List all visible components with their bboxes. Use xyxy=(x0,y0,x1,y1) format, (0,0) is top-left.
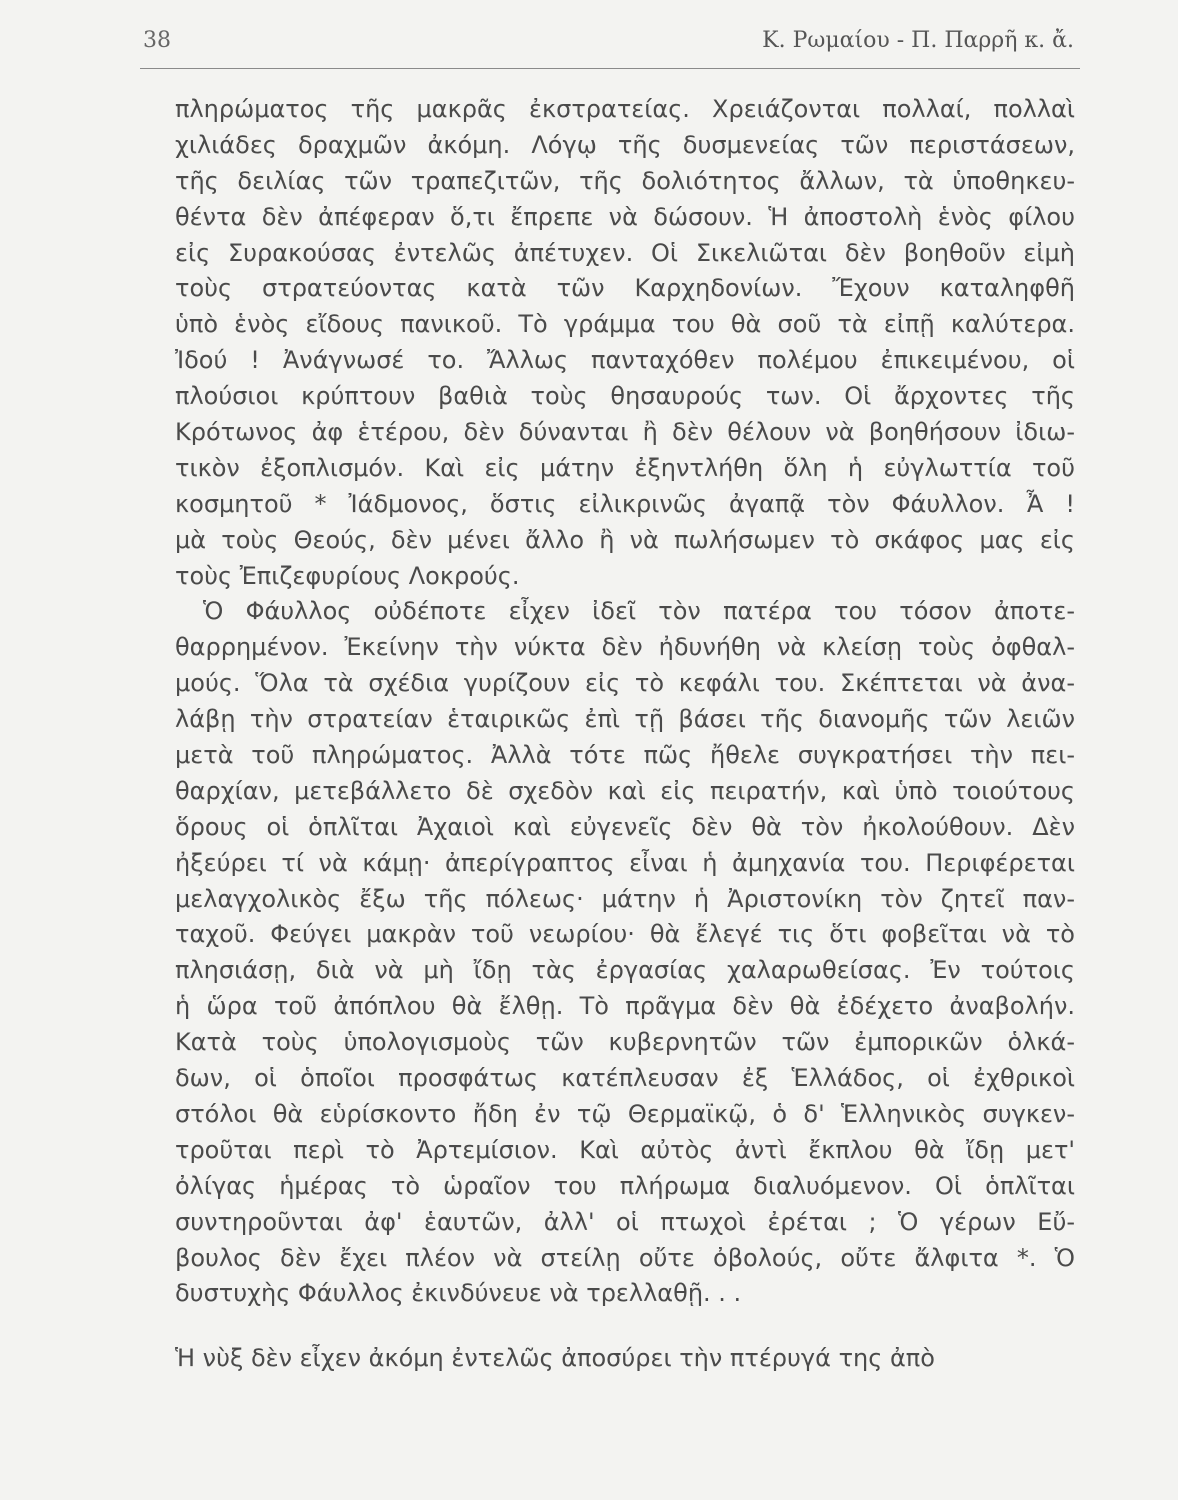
text-line: θαρχίαν, μετεβάλλετο δὲ σχεδὸν καὶ εἰς πειρατήν, καὶ ὑπὸ τοιούτους xyxy=(175,776,1075,805)
text-line: ταχοῦ. Φεύγει μακρὰν τοῦ νεωρίου· θὰ ἔλεγέ τις ὅτι φοβεῖται νὰ τὸ xyxy=(175,920,1075,949)
text-line: τῆς δειλίας τῶν τραπεζιτῶν, τῆς δολιότητος ἄλλων, τὰ ὑποθηκευ- xyxy=(175,166,1075,195)
text-line: Κατὰ τοὺς ὑπολογισμοὺς τῶν κυβερνητῶν τῶν ἐμπορικῶν ὁλκά- xyxy=(175,1028,1075,1057)
text-line: τοὺς στρατεύοντας κατὰ τῶν Καρχηδονίων. Ἔχουν καταληφθῆ xyxy=(175,274,1075,303)
header-rule xyxy=(140,68,1080,69)
text-line: Κρότωνος ἀφ ἑτέρου, δὲν δύνανται ἢ δὲν θέλουν νὰ βοηθήσουν ἰδιω- xyxy=(175,418,1075,447)
text-line: ὅρους οἱ ὁπλῖται Ἀχαιοὶ καὶ εὐγενεῖς δὲν θὰ τὸν ἠκολούθουν. Δὲν xyxy=(175,812,1075,841)
text-line: ὑπὸ ἑνὸς εἴδους πανικοῦ. Τὸ γράμμα του θὰ σοῦ τὰ εἰπῇ καλύτερα. xyxy=(175,310,1075,339)
text-line: μελαγχολικὸς ἔξω τῆς πόλεως· μάτην ἡ Ἀριστονίκη τὸν ζητεῖ παν- xyxy=(175,884,1075,913)
text-line: Ὁ Φάυλλος οὐδέποτε εἶχεν ἰδεῖ τὸν πατέρα του τόσον ἀποτε- xyxy=(203,597,1075,626)
text-line: βουλος δὲν ἔχει πλέον νὰ στείλῃ οὔτε ὀβολούς, οὔτε ἄλφιτα *. Ὁ xyxy=(175,1243,1075,1272)
text-line: ὀλίγας ἡμέρας τὸ ὡραῖον του πλήρωμα διαλυόμενον. Οἱ ὁπλῖται xyxy=(175,1171,1075,1200)
running-head: Κ. Ρωμαίου - Π. Παρρῆ κ. ἄ. xyxy=(762,28,1074,53)
text-line: πληρώματος τῆς μακρᾶς ἐκστρατείας. Χρειάζονται πολλαί, πολλαὶ xyxy=(175,95,1075,123)
text-line: λάβῃ τὴν στρατείαν ἑταιρικῶς ἐπὶ τῇ βάσει τῆς διανομῆς τῶν λειῶν xyxy=(175,705,1075,734)
text-line: μούς. Ὅλα τὰ σχέδια γυρίζουν εἰς τὸ κεφάλι του. Σκέπτεται νὰ ἀνα- xyxy=(175,669,1075,698)
text-line: εἰς Συρακούσας ἐντελῶς ἀπέτυχεν. Οἱ Σικελιῶται δὲν βοηθοῦν εἰμὴ xyxy=(175,238,1075,267)
text-line: Ἰδού ! Ἀνάγνωσέ το. Ἄλλως πανταχόθεν πολέμου ἐπικειμένου, οἱ xyxy=(175,346,1075,375)
body-text xyxy=(175,92,1075,1377)
text-line: ἡ ὥρα τοῦ ἀπόπλου θὰ ἔλθῃ. Τὸ πρᾶγμα δὲν θὰ ἐδέχετο ἀναβολήν. xyxy=(175,992,1075,1021)
text-line: δων, οἱ ὁποῖοι προσφάτως κατέπλευσαν ἐξ Ἑλλάδος, οἱ ἐχθρικοὶ xyxy=(175,1064,1075,1093)
text-line: Ἡ νὺξ δὲν εἶχεν ἀκόμη ἐντελῶς ἀποσύρει τὴν πτέρυγά της ἀπὸ xyxy=(175,1344,935,1373)
text-line: τροῦται περὶ τὸ Ἀρτεμίσιον. Καὶ αὐτὸς ἀντὶ ἔκπλου θὰ ἴδῃ μετ' xyxy=(175,1135,1075,1164)
text-line: θαρρημένον. Ἐκείνην τὴν νύκτα δὲν ἠδυνήθη νὰ κλείσῃ τοὺς ὀφθαλ- xyxy=(175,633,1075,662)
text-line: θέντα δὲν ἀπέφεραν ὅ,τι ἔπρεπε νὰ δώσουν. Ἡ ἀποστολὴ ἑνὸς φίλου xyxy=(175,202,1075,231)
text-line: στόλοι θὰ εὑρίσκοντο ἤδη ἐν τῷ Θερμαϊκῷ, ὁ δ' Ἑλληνικὸς συγκεν- xyxy=(175,1099,1075,1128)
text-line: πλησιάσῃ, διὰ νὰ μὴ ἴδῃ τὰς ἐργασίας χαλαρωθείσας. Ἐν τούτοις xyxy=(175,956,1075,985)
text-line: πλούσιοι κρύπτουν βαθιὰ τοὺς θησαυρούς των. Οἱ ἄρχοντες τῆς xyxy=(175,382,1075,411)
page-number: 38 xyxy=(143,28,171,53)
text-line: δυστυχὴς Φάυλλος ἐκινδύνευε νὰ τρελλαθῇ. . . xyxy=(175,1279,742,1308)
text-line: τικὸν ἐξοπλισμόν. Καὶ εἰς μάτην ἐξηντλήθη ὅλη ἡ εὐγλωττία τοῦ xyxy=(175,453,1075,482)
text-line: κοσμητοῦ * Ἰάδμονος, ὅστις εἰλικρινῶς ἀγαπᾷ τὸν Φάυλλον. Ἆ ! xyxy=(175,489,1075,518)
text-line: συντηροῦνται ἀφ' ἑαυτῶν, ἀλλ' οἱ πτωχοὶ ἐρέται ; Ὁ γέρων Εὔ- xyxy=(175,1207,1075,1236)
text-line: μετὰ τοῦ πληρώματος. Ἀλλὰ τότε πῶς ἤθελε συγκρατήσει τὴν πει- xyxy=(175,741,1075,770)
text-line: ἠξεύρει τί νὰ κάμῃ· ἀπερίγραπτος εἶναι ἡ ἀμηχανία του. Περιφέρεται xyxy=(175,848,1075,877)
text-line: μὰ τοὺς Θεούς, δὲν μένει ἄλλο ἢ νὰ πωλήσωμεν τὸ σκάφος μας εἰς xyxy=(175,525,1075,554)
text-line: χιλιάδες δραχμῶν ἀκόμη. Λόγῳ τῆς δυσμενείας τῶν περιστάσεων, xyxy=(175,130,1075,159)
text-line: τοὺς Ἐπιζεφυρίους Λοκρούς. xyxy=(175,561,520,590)
